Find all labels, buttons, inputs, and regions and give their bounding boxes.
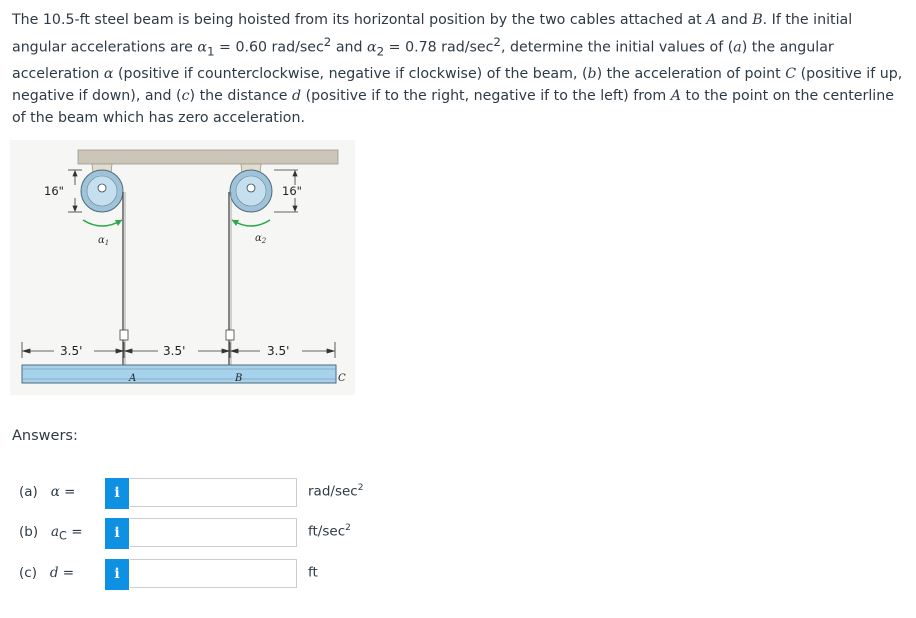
point-a-label: A bbox=[129, 373, 137, 384]
left-diameter-label: 16" bbox=[44, 184, 64, 198]
clamp-b bbox=[226, 330, 234, 340]
span2-label: 3.5' bbox=[163, 344, 186, 358]
span3-label: 3.5' bbox=[267, 344, 290, 358]
unit-label-c: ft bbox=[308, 564, 318, 581]
steel-beam bbox=[22, 365, 336, 383]
unit-label-b: $ft/\sec^2$ bbox=[308, 523, 351, 540]
alpha2-label: $\alpha_2$ bbox=[255, 233, 267, 245]
span1-label: 3.5' bbox=[60, 344, 83, 358]
answer-label-a: (a) α = bbox=[19, 484, 76, 500]
beam-hoist-figure bbox=[10, 140, 355, 395]
info-icon[interactable]: i bbox=[105, 478, 129, 509]
info-icon[interactable]: i bbox=[105, 518, 129, 549]
answer-input-b[interactable] bbox=[130, 518, 297, 547]
clamp-a bbox=[120, 330, 128, 340]
answer-row-c bbox=[0, 557, 916, 591]
right-diameter-label: 16" bbox=[282, 184, 302, 198]
answer-input-a[interactable] bbox=[130, 478, 297, 507]
info-icon[interactable]: i bbox=[105, 559, 129, 590]
unit-label-a: rad/$\sec^2$ bbox=[308, 483, 364, 500]
answer-row-b bbox=[0, 516, 916, 550]
point-c-label: C bbox=[338, 373, 346, 384]
problem-statement: The 10.5-ft steel beam is being hoisted from its horizontal position by the two cables attached at A and B. If the initial angular accelerations are $\alpha_1 = 0.60$ rad/$\sec^2$ and $\alpha_2 = 0.78$ rad/$\sec^2$, determine the initial values of (a) the angular acceleration α (positive if counterclockwise, negative if clockwise) of the beam, (b) the acceleration of point C (positive if up, negative if down), and (c) the distance d (positive if to the right, negative if to the left) from A to the point on the centerline of the beam which has zero acceleration. bbox=[12, 12, 903, 126]
point-b-label: B bbox=[235, 373, 243, 384]
answers-heading: Answers: bbox=[12, 428, 78, 444]
ceiling bbox=[78, 150, 338, 164]
answer-input-c[interactable] bbox=[130, 559, 297, 588]
alpha1-label: $\alpha_1$ bbox=[98, 235, 110, 247]
answer-label-b: (b) $a_C$ = bbox=[19, 524, 83, 543]
answer-label-c: (c) d = bbox=[19, 565, 75, 581]
answer-row-a bbox=[0, 476, 916, 510]
